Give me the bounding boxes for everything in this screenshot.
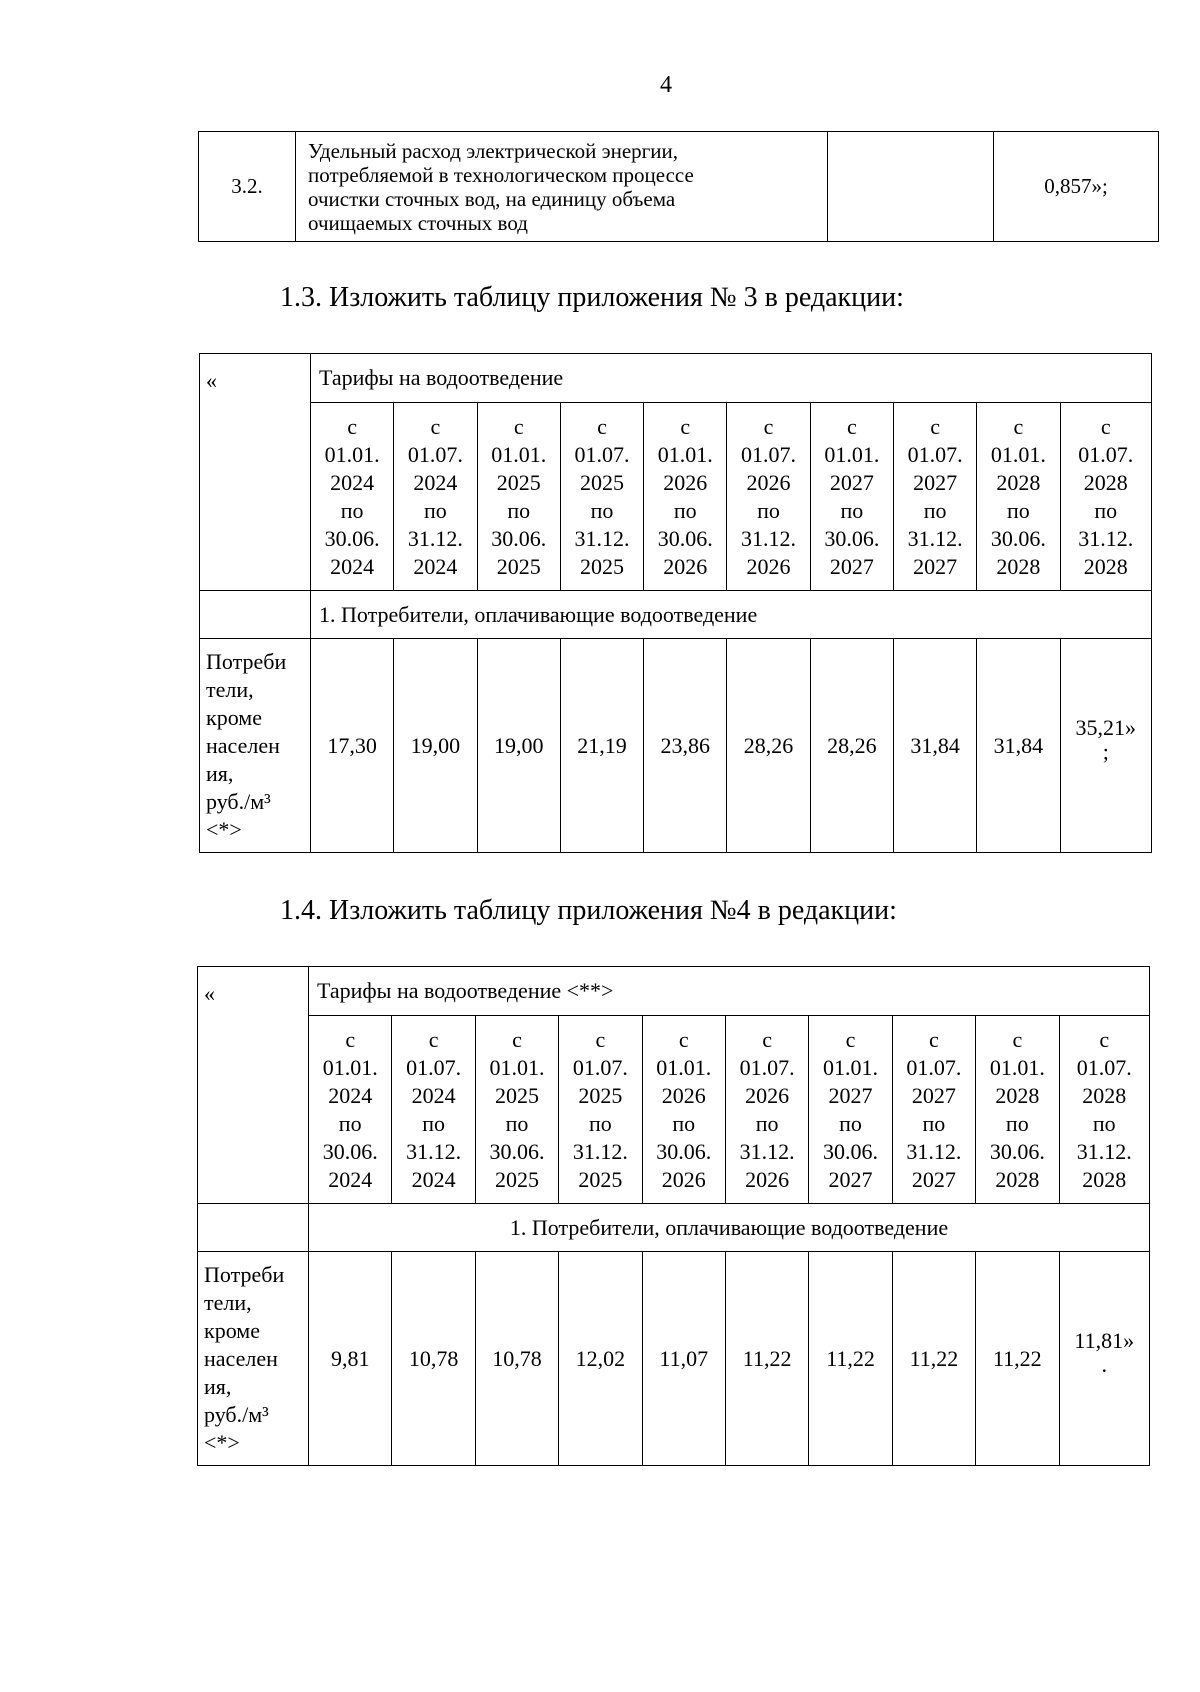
period-line: 01.07. (406, 1054, 462, 1080)
period-line: 2027 (828, 1082, 873, 1108)
period-line: 2028 (1082, 1082, 1127, 1108)
period-line: 01.01. (322, 1054, 378, 1080)
tariff-value: 9,81 (309, 1252, 392, 1466)
period-line: 01.07. (741, 441, 797, 467)
period-line: с (763, 413, 774, 439)
period-line: 01.07. (906, 1054, 962, 1080)
period-cell (977, 403, 1060, 591)
closing-punctuation: ; (1102, 738, 1109, 764)
period-line: по (672, 1110, 696, 1136)
period-line: с (930, 413, 940, 439)
period-cell (725, 1016, 808, 1204)
period-line: по (1007, 497, 1030, 523)
row-label-line: кроме (204, 1317, 260, 1343)
period-line: с (929, 1026, 939, 1052)
period-line: 2025 (579, 553, 624, 579)
period-cell (642, 1016, 725, 1204)
closing-punctuation: . (1101, 1351, 1107, 1377)
row-label-line: кроме (206, 704, 262, 730)
period-line: с (1013, 413, 1024, 439)
period-line: 2025 (496, 553, 541, 579)
period-line: с (762, 1026, 773, 1052)
period-line: 30.06. (491, 525, 547, 551)
period-line: 01.01. (491, 441, 547, 467)
period-line: 2028 (995, 1166, 1040, 1192)
period-line: по (1092, 1110, 1116, 1136)
period-line: 2025 (579, 469, 624, 495)
row-label (200, 639, 311, 853)
period-line: по (422, 1110, 445, 1136)
period-line: по (590, 497, 614, 523)
data-row (198, 1252, 1150, 1466)
period-line: с (1012, 1026, 1023, 1052)
period-line: по (755, 1110, 779, 1136)
open-quote: « (200, 354, 311, 591)
row-label-line: ия, (204, 1373, 232, 1399)
tariff-value: 12,02 (559, 1252, 642, 1466)
period-line: 2027 (913, 553, 958, 579)
open-quote: « (198, 967, 309, 1204)
row-label-line: <*> (204, 1429, 240, 1455)
period-line: с (1099, 1026, 1110, 1052)
period-line: 01.07. (1078, 441, 1134, 467)
description-line: очистки сточных вод, на единицу объема (308, 186, 676, 211)
period-line: 2027 (829, 553, 874, 579)
tariff-value: 11,22 (892, 1252, 975, 1466)
period-line: 31.12. (741, 525, 797, 551)
period-cell (892, 1016, 975, 1204)
period-line: 2025 (494, 1166, 539, 1192)
period-line: 30.06. (489, 1138, 545, 1164)
tariff-value: 31,84 (893, 639, 976, 853)
period-cell (1059, 1016, 1149, 1204)
period-line: с (347, 413, 358, 439)
period-line: 2025 (494, 1082, 539, 1108)
period-line: с (678, 1026, 689, 1052)
row-label-line: населен (206, 732, 280, 758)
period-cell (976, 1016, 1059, 1204)
period-line: 01.07. (574, 441, 630, 467)
period-line: 31.12. (907, 525, 963, 551)
period-line: 2026 (661, 1166, 706, 1192)
row-label-line: <*> (206, 816, 242, 842)
period-line: 01.07. (572, 1054, 628, 1080)
period-line: по (1094, 497, 1118, 523)
page-number: 4 (660, 72, 672, 98)
description-line: Удельный расход электрической энергии, (308, 138, 679, 163)
period-line: 2024 (330, 553, 375, 579)
period-line: по (340, 497, 364, 523)
period-line: 01.07. (407, 441, 463, 467)
heading-1-3: 1.3. Изложить таблицу приложения № 3 в редакции: (280, 282, 904, 313)
period-line: 31.12. (407, 525, 463, 551)
period-line: 2028 (1083, 553, 1128, 579)
tariff-value-last (1060, 639, 1151, 853)
period-line: 30.06. (657, 525, 713, 551)
period-line: 2025 (496, 469, 541, 495)
period-cell (727, 403, 810, 591)
period-line: 01.07. (739, 1054, 795, 1080)
period-line: 2027 (913, 469, 958, 495)
section-title: 1. Потребители, оплачивающие водоотведение (309, 1204, 1150, 1252)
empty-cell (200, 591, 311, 639)
period-line: 31.12. (574, 525, 630, 551)
period-line: 2026 (745, 1166, 790, 1192)
row-number: 3.2. (199, 132, 296, 242)
period-cell (475, 1016, 558, 1204)
row-label (198, 1252, 309, 1466)
period-line: по (1005, 1110, 1029, 1136)
period-cell (809, 1016, 892, 1204)
period-cell (477, 403, 560, 591)
description-line: очищаемых сточных вод (308, 210, 528, 235)
indicator-value: 0,857»; (994, 132, 1159, 242)
period-line: по (757, 497, 780, 523)
period-line: с (345, 1026, 356, 1052)
indicator-table-row (198, 131, 1159, 242)
period-cell (311, 403, 394, 591)
period-cell (644, 403, 727, 591)
period-line: с (846, 413, 857, 439)
period-line: 01.01. (824, 441, 880, 467)
row-label-line: руб./м³ (206, 788, 271, 814)
period-line: с (1100, 413, 1111, 439)
period-line: по (922, 1110, 946, 1136)
period-line: с (680, 413, 691, 439)
period-line: по (338, 1110, 362, 1136)
indicator-description (296, 132, 828, 242)
period-line: 2027 (828, 1166, 873, 1192)
period-line: с (512, 1026, 522, 1052)
tariff-value: 17,30 (311, 639, 394, 853)
tariff-value: 10,78 (392, 1252, 475, 1466)
period-line: 30.06. (823, 1138, 879, 1164)
period-line: 01.01. (657, 441, 713, 467)
period-line: 30.06. (322, 1138, 378, 1164)
tariff-value: 11,07 (642, 1252, 725, 1466)
tariff-value: 31,84 (977, 639, 1060, 853)
period-line: 2024 (328, 1082, 373, 1108)
period-cell (1060, 403, 1151, 591)
row-label-line: тели, (206, 676, 254, 702)
period-line: 01.07. (907, 441, 963, 467)
table-title: Тарифы на водоотведение (311, 354, 1152, 403)
row-label-line: населен (204, 1345, 278, 1371)
tariff-table-appendix-3 (199, 353, 1152, 853)
period-row (198, 1016, 1150, 1204)
period-line: 2027 (829, 469, 874, 495)
period-line: по (839, 1110, 862, 1136)
period-line: 2026 (746, 553, 791, 579)
period-line: по (507, 497, 531, 523)
period-line: 31.12. (406, 1138, 462, 1164)
tariff-value: 19,00 (477, 639, 560, 853)
period-line: 30.06. (989, 1138, 1045, 1164)
period-line: 30.06. (656, 1138, 712, 1164)
period-row (200, 403, 1152, 591)
period-line: 2025 (578, 1082, 623, 1108)
row-label-line: Потреби (206, 648, 287, 674)
tariff-value: 11,22 (976, 1252, 1059, 1466)
period-line: 01.07. (1076, 1054, 1132, 1080)
period-line: 2027 (911, 1082, 956, 1108)
period-cell (392, 1016, 475, 1204)
period-line: 2024 (413, 553, 458, 579)
period-line: 2026 (746, 469, 791, 495)
period-cell (309, 1016, 392, 1204)
period-line: 30.06. (824, 525, 880, 551)
period-line: 2028 (1083, 469, 1128, 495)
table-title: Тарифы на водоотведение <**> (309, 967, 1150, 1016)
tariff-value: 28,26 (727, 639, 810, 853)
tariff-value: 19,00 (394, 639, 477, 853)
tariff-value: 23,86 (644, 639, 727, 853)
period-line: 30.06. (324, 525, 380, 551)
period-cell (810, 403, 893, 591)
tariff-value: 10,78 (475, 1252, 558, 1466)
period-line: 01.01. (324, 441, 380, 467)
tariff-value: 11,22 (725, 1252, 808, 1466)
period-line: с (595, 1026, 606, 1052)
period-line: 01.01. (656, 1054, 712, 1080)
period-line: 31.12. (906, 1138, 962, 1164)
row-label-line: ия, (206, 760, 234, 786)
empty-cell (828, 132, 994, 242)
period-line: 31.12. (1076, 1138, 1132, 1164)
period-line: 2024 (413, 469, 458, 495)
period-line: по (505, 1110, 529, 1136)
period-cell (394, 403, 477, 591)
period-line: 2025 (578, 1166, 623, 1192)
data-row (200, 639, 1152, 853)
row-label-line: тели, (204, 1289, 252, 1315)
period-cell (560, 403, 643, 591)
period-line: 01.01. (823, 1054, 879, 1080)
period-line: с (845, 1026, 856, 1052)
tariff-value: 21,19 (560, 639, 643, 853)
period-line: 30.06. (990, 525, 1046, 551)
period-line: 2028 (1082, 1166, 1127, 1192)
tariff-table-appendix-4 (197, 966, 1150, 1466)
period-line: по (424, 497, 447, 523)
heading-1-4: 1.4. Изложить таблицу приложения №4 в редакции: (280, 895, 897, 926)
period-line: с (428, 1026, 439, 1052)
period-line: 2026 (663, 469, 708, 495)
row-label-line: руб./м³ (204, 1401, 269, 1427)
period-line: 2024 (330, 469, 375, 495)
tariff-value-last (1059, 1252, 1149, 1466)
description-line: потребляемой в технологическом процессе (308, 162, 694, 187)
period-line: с (597, 413, 607, 439)
period-line: 2028 (996, 553, 1041, 579)
period-line: 31.12. (739, 1138, 795, 1164)
period-line: по (673, 497, 697, 523)
period-line: 01.01. (990, 441, 1046, 467)
period-line: 2024 (328, 1166, 373, 1192)
section-title: 1. Потребители, оплачивающие водоотведение (311, 591, 1152, 639)
period-line: 2028 (996, 469, 1041, 495)
empty-cell (198, 1204, 309, 1252)
period-line: по (840, 497, 864, 523)
period-line: 01.01. (989, 1054, 1045, 1080)
row-label-line: Потреби (204, 1261, 285, 1287)
period-line: 2026 (745, 1082, 790, 1108)
period-line: 2024 (411, 1082, 456, 1108)
period-line: 2024 (411, 1166, 456, 1192)
period-cell (893, 403, 976, 591)
period-line: 31.12. (1078, 525, 1134, 551)
period-line: 2026 (661, 1082, 706, 1108)
tariff-value: 11,22 (809, 1252, 892, 1466)
period-line: 31.12. (572, 1138, 628, 1164)
tariff-value: 35,21» (1075, 714, 1137, 740)
period-line: 01.01. (489, 1054, 545, 1080)
period-line: 2026 (663, 553, 708, 579)
period-line: по (588, 1110, 612, 1136)
period-line: с (430, 413, 441, 439)
period-cell (559, 1016, 642, 1204)
period-line: 2027 (911, 1166, 956, 1192)
period-line: по (923, 497, 947, 523)
period-line: 2028 (995, 1082, 1040, 1108)
tariff-value: 28,26 (810, 639, 893, 853)
tariff-value: 11,81» (1074, 1327, 1135, 1353)
period-line: с (513, 413, 524, 439)
